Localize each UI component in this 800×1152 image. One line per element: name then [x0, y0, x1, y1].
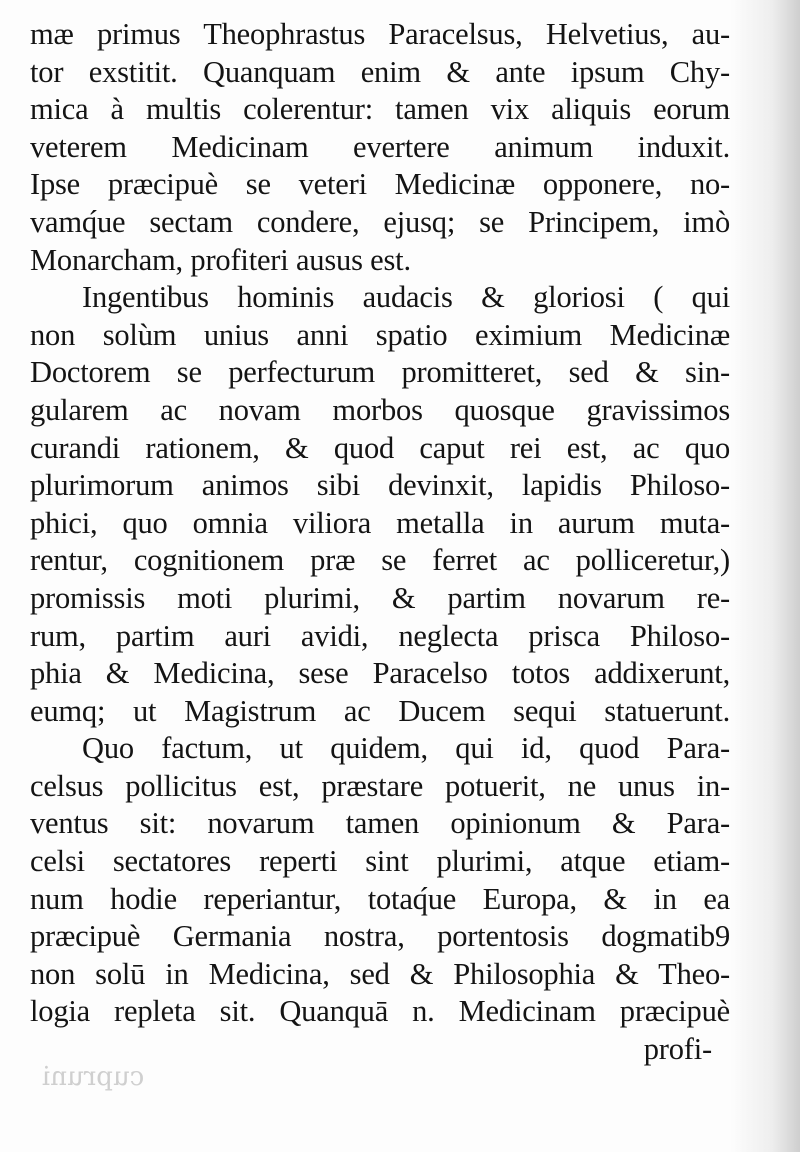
text-line: non solū in Medicina, sed & Philosophia & Theo- — [30, 956, 730, 991]
text-line: mæ primus Theophrastus Paracelsus, Helvetius, au- — [30, 17, 730, 51]
text-line: promissis moti plurimi, & partim novarum re- — [30, 580, 730, 615]
text-line: veterem Medicinam evertere animum induxit. — [30, 129, 730, 164]
text-line: rentur, cognitionem præ se ferret ac polliceretur,) — [30, 543, 730, 578]
bleed-through-text: cupruni — [42, 1062, 145, 1092]
text-line: vamq́ue sectam condere, ejusq; se Principem, imò — [30, 204, 730, 239]
page-edge-shadow — [730, 0, 800, 1152]
paragraph-first-line: Ingentibus hominis audacis & gloriosi ( qui — [82, 280, 730, 315]
text-line: logia repleta sit. Quanquā n. Medicinam præcipuè — [30, 994, 730, 1029]
catchword: profi- — [643, 1032, 712, 1067]
text-line: eumq; ut Magistrum ac Ducem sequi statuerunt. — [30, 693, 730, 728]
text-line: ventus sit: novarum tamen opinionum & Para- — [30, 806, 730, 841]
text-line: celsus pollicitus est, præstare potuerit, ne unus in- — [30, 768, 730, 803]
text-line: rum, partim auri avidi, neglecta prisca Philoso- — [30, 618, 730, 653]
text-line: Ipse præcipuè se veteri Medicinæ opponere, no- — [30, 167, 730, 202]
text-line: phia & Medicina, sese Paracelso totos addixerunt, — [30, 656, 730, 691]
text-line: curandi rationem, & quod caput rei est, ac quo — [30, 430, 730, 465]
text-line: plurimorum animos sibi devinxit, lapidis Philoso- — [30, 468, 730, 503]
text-line: Monarcham, profiteri ausus est. — [30, 242, 411, 277]
text-line: non solùm unius anni spatio eximium Medicinæ — [30, 317, 730, 352]
text-line: tor exstitit. Quanquam enim & ante ipsum Chy- — [30, 54, 730, 89]
text-line: Doctorem se perfecturum promitteret, sed & sin- — [30, 355, 730, 390]
text-line: num hodie reperiantur, totaq́ue Europa, & in ea — [30, 881, 730, 916]
paragraph-first-line: Quo factum, ut quidem, qui id, quod Para- — [82, 731, 730, 766]
text-line: gularem ac novam morbos quosque gravissimos — [30, 392, 730, 427]
text-line: celsi sectatores reperti sint plurimi, atque etiam- — [30, 844, 730, 879]
text-line: mica à multis colerentur: tamen vix aliquis eorum — [30, 92, 730, 127]
text-line: phici, quo omnia viliora metalla in aurum muta- — [30, 505, 730, 540]
text-line: præcipuè Germania nostra, portentosis dogmatib9 — [30, 919, 730, 954]
page-text — [30, 16, 730, 1069]
